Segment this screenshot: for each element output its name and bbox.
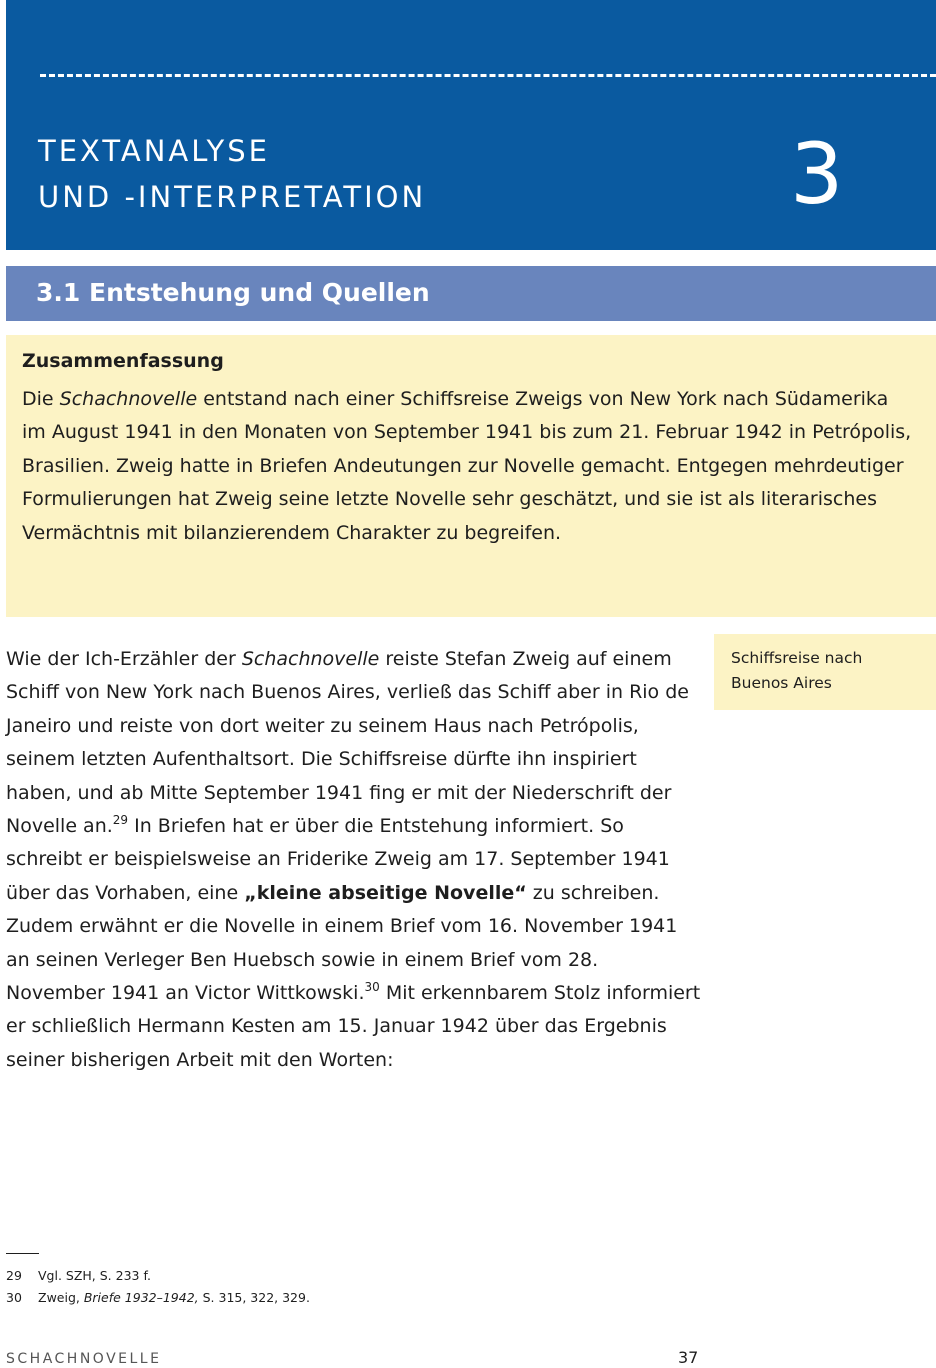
chapter-banner <box>6 0 936 250</box>
margin-note-line-2: Buenos Aires <box>731 674 832 692</box>
footnote-number: 30 <box>6 1290 22 1305</box>
body-text-part-5: Mit erkennbarem Stolz informiert er schließlich Hermann Kesten am 15. Januar 1942 über das Ergebnis seiner bisherigen Arbeit mit den Worten: <box>6 982 701 1071</box>
body-text-part-1: Wie der Ich-Erzähler der <box>6 648 242 670</box>
body-paragraph <box>6 643 702 1077</box>
margin-note <box>714 634 936 710</box>
section-title: 3.1 Entstehung und Quellen <box>36 278 430 307</box>
summary-box <box>6 335 936 617</box>
summary-text-rest: entstand nach einer Schiffsreise Zweigs von New York nach Südamerika im August 1941 in den Monaten von September 1941 bis zum 21. Februar 1942 in Petrópolis, Brasilien. Zweig hatte in Briefen Andeutungen zur Novelle gemacht. Entgegen mehrdeutiger Formulierungen hat Zweig seine letzte Novelle sehr geschätzt, und sie ist als literarisches Vermächtnis mit bilanzierendem Charakter zu begreifen. <box>22 388 912 544</box>
footnote-number: 29 <box>6 1268 22 1283</box>
page-number: 37 <box>678 1348 699 1367</box>
body-text-part-3: In Briefen hat er über die Entstehung informiert. So schreibt er beispielsweise an Friderike Zweig am 17. September 1941 über das Vorhaben, eine <box>6 815 670 904</box>
chapter-title-line-1: TEXTANALYSE <box>38 134 270 168</box>
summary-text <box>22 383 912 550</box>
footnote-ref-29[interactable]: 29 <box>112 813 129 828</box>
chapter-title <box>38 128 426 220</box>
banner-dashed-line <box>40 74 936 77</box>
body-quote: „kleine abseitige Novelle“ <box>244 881 527 904</box>
summary-work-title: Schachnovelle <box>59 388 198 410</box>
footnote-text: Vgl. SZH, S. 233 f. <box>38 1268 151 1283</box>
margin-note-line-1: Schiffsreise nach <box>731 649 863 667</box>
chapter-title-line-2: UND -INTERPRETATION <box>38 180 427 214</box>
body-work-title: Schachnovelle <box>241 648 380 670</box>
body-text-part-4: zu schreiben. Zudem erwähnt er die Novelle in einem Brief vom 16. November 1941 an seinen Verleger Ben Huebsch sowie in einem Brief vom 28. November 1941 an Victor Wittkowski. <box>6 881 678 1005</box>
section-header <box>6 266 936 321</box>
footnote-divider <box>6 1253 39 1254</box>
summary-heading: Zusammenfassung <box>22 350 224 372</box>
footnote-ref-30[interactable]: 30 <box>364 980 380 995</box>
chapter-number: 3 <box>790 125 844 223</box>
footnote-text: Zweig, <box>38 1290 84 1305</box>
footnote-29 <box>6 1268 151 1284</box>
footer-book-title: SCHACHNOVELLE <box>6 1351 162 1367</box>
footnote-pages: S. 315, 322, 329. <box>198 1290 310 1305</box>
summary-text-start: Die <box>22 388 60 410</box>
body-text-part-2: reiste Stefan Zweig auf einem Schiff von New York nach Buenos Aires, verließ das Schiff aber in Rio de Janeiro und reiste von dort weiter zu seinem Haus nach Petrópolis, seinem letzten Aufenthaltsort. Die Schiffsreise dürfte ihn inspiriert haben, und ab Mitte September 1941 fing er mit der Niederschrift der Novelle an. <box>6 648 689 838</box>
footnote-work-title: Briefe 1932–1942, <box>83 1290 199 1305</box>
footnote-30 <box>6 1290 310 1306</box>
